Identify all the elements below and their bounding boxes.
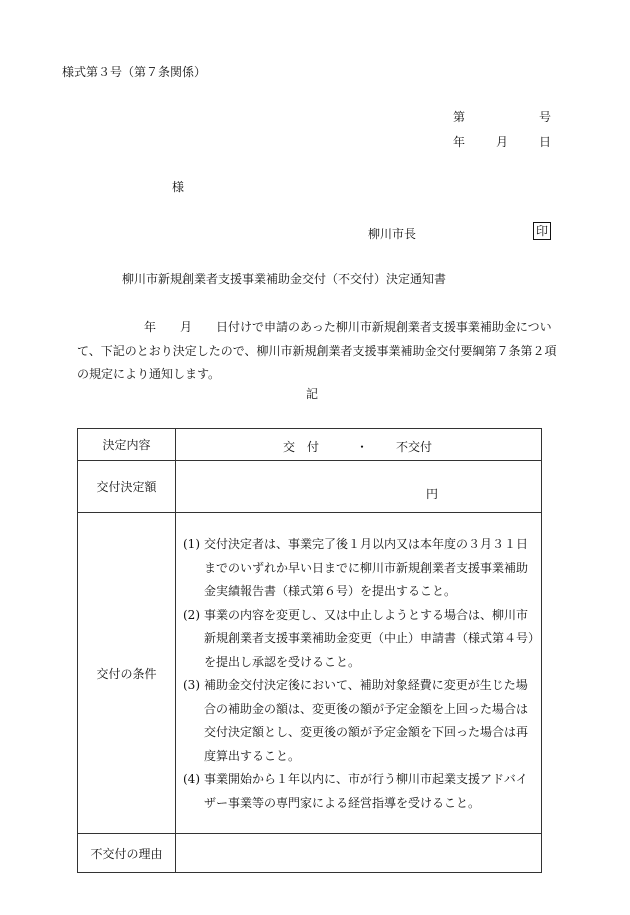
option-no-grant: 不交付 bbox=[396, 440, 433, 454]
seal-box: 印 bbox=[533, 222, 551, 240]
condition-item bbox=[176, 674, 541, 768]
condition-text: 補助金交付決定後において、補助対象経費に変更が生じた場合の補助金の額は、変更後の額が予定金額を上回った場合は交付決定額とし、変更後の額が予定金額を下回った場合は再度算出すること。 bbox=[204, 678, 529, 763]
condition-text: 交付決定者は、事業完了後１月以内又は本年度の３月３１日までのいずれか早い日までに柳川市新規創業者支援事業補助金実績報告書（様式第６号）を提出すること。 bbox=[204, 537, 529, 598]
condition-item bbox=[176, 604, 541, 675]
condition-text: 事業の内容を変更し、又は中止しようとする場合は、柳川市新規創業者支援事業補助金変更（中止）申請書（様式第４号）を提出し承認を受けること。 bbox=[204, 607, 535, 669]
document-title: 柳川市新規創業者支援事業補助金交付（不交付）決定通知書 bbox=[122, 272, 447, 286]
decision-row bbox=[78, 429, 542, 461]
decision-label: 決定内容 bbox=[78, 429, 176, 461]
number-go: 号 bbox=[539, 110, 552, 124]
condition-number: (2) bbox=[183, 607, 200, 622]
reason-value bbox=[176, 834, 542, 873]
date-day: 日 bbox=[539, 135, 552, 149]
sender-name: 柳川市長 bbox=[368, 227, 417, 241]
number-dai: 第 bbox=[453, 110, 466, 124]
date-year: 年 bbox=[453, 135, 466, 149]
date-month: 月 bbox=[496, 135, 509, 149]
conditions-list bbox=[176, 531, 541, 815]
condition-item bbox=[176, 768, 541, 815]
amount-label: 交付決定額 bbox=[78, 461, 176, 513]
reason-label: 不交付の理由 bbox=[78, 834, 176, 873]
ki-marker: 記 bbox=[306, 387, 319, 401]
form-label: 様式第３号（第７条関係） bbox=[62, 65, 207, 79]
option-separator: ・ bbox=[356, 440, 369, 454]
option-grant: 交 付 bbox=[283, 440, 320, 454]
condition-number: (1) bbox=[183, 537, 200, 551]
conditions-cell bbox=[176, 513, 542, 834]
condition-number: (3) bbox=[183, 678, 200, 692]
condition-item bbox=[176, 533, 541, 604]
reason-row bbox=[78, 834, 542, 873]
condition-text: 事業開始から１年以内に、市が行う柳川市起業支援アドバイザー事業等の専門家による経営指導を受けること。 bbox=[204, 772, 528, 810]
conditions-row bbox=[78, 513, 542, 834]
decision-table bbox=[77, 428, 542, 873]
conditions-label: 交付の条件 bbox=[78, 513, 176, 834]
amount-row bbox=[78, 461, 542, 513]
amount-value: 円 bbox=[176, 461, 542, 513]
condition-number: (4) bbox=[183, 772, 200, 786]
body-paragraph: 年 月 日付けで申請のあった柳川市新規創業者支援事業補助金について、下記のとおり決定したので、柳川市新規創業者支援事業補助金交付要綱第７条第２項の規定により通知します。 bbox=[77, 320, 557, 381]
decision-options bbox=[176, 429, 542, 461]
addressee-honorific: 様 bbox=[172, 180, 185, 194]
